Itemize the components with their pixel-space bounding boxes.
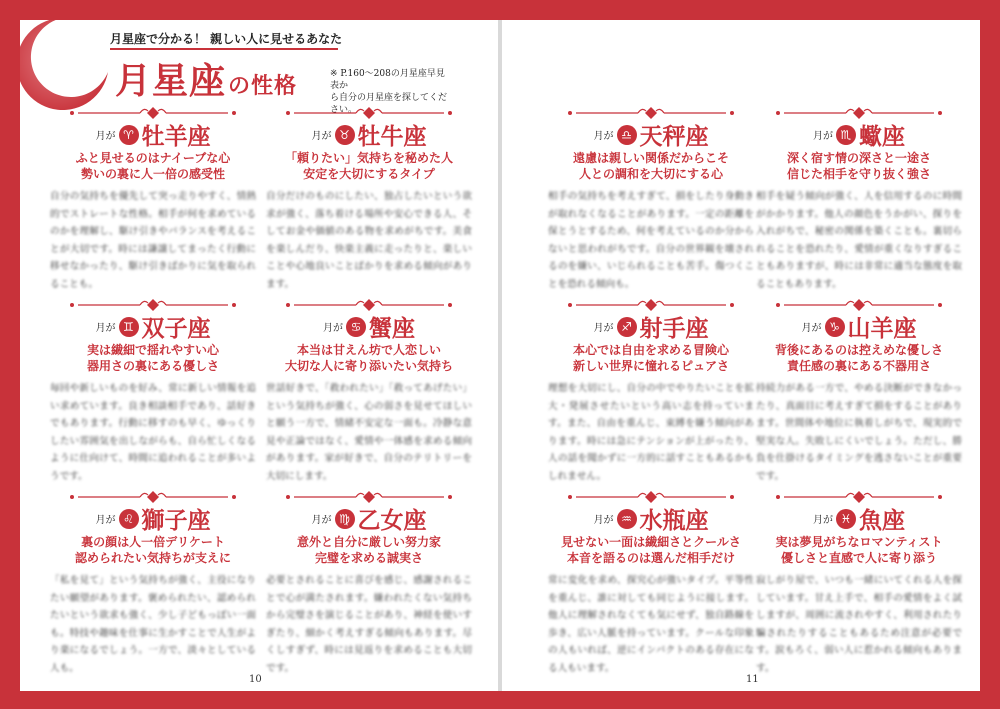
- sign-body-text: 必要とされることに喜びを感じ、感謝されることで心が満たされます。嫌われたくない気持ちから完璧さを演じることがあり、神経を使いすぎたり、細かく考えすぎる傾向もあります。尽くしすぎず、時には見返りを求めることも大切です。: [266, 575, 472, 674]
- sign-heading: [264, 118, 474, 151]
- sign-body-text: 相手の気持ちを考えすぎて、損をしたり身動きが取れなくなることがあります。一定の距離を保とうとするため、何を考えているのか分からないと思われがちです。自分の世界観を壊されるのを嫌い、いじられることも苦手。傷つくことを恐れる傾向も。: [548, 191, 754, 290]
- tagline-line: ふと見せるのはナイーブな心: [75, 151, 231, 165]
- moon-prefix: 月が: [311, 515, 332, 526]
- sign-body-text: 相手を疑う傾向が強く、人を信用するのに時間がかかります。他人の顔色をうかがい、探りを入れがちで、秘密の関係を築くことも。裏切られることを恐れたり、愛情が重くなりすぎることもありますが、時には非常に適当な態度を取ることもあります。: [756, 191, 962, 290]
- tagline-line: 遠慮は親しい関係だからこそ: [572, 151, 729, 165]
- sign-body-text: 自分の気持ちを優先して突っ走りやすく、情熱的でストレートな性格。相手が何を求めているのかを理解し、駆け引きやバランスを考えることが大切です。時には謙譲してまったく行動に移せなかったり、駆け引きばかりに気を取られることも。: [50, 191, 256, 290]
- sign-tagline: [546, 342, 756, 374]
- sign-body-text: 寂しがり屋で、いつも一緒にいてくれる人を探しています。甘え上手で、相手の愛情をよく試しますが、周囲に流されやすく、利用されたり騙されたりすることもあるため注意が必要です。涙もろく、弱い人に惹かれる傾向もあります。: [756, 575, 962, 674]
- sign-heading: [754, 502, 964, 535]
- sign-body-text: 毎回や新しいものを好み、常に新しい情報を追い求めています。良き相談相手であり、話好きでもあります。行動に移すのも早く、ゆっくりしたい雰囲気を出しながらも、自ら忙しくなるように仕向けて、時間に追われることが多いようです。: [50, 383, 256, 482]
- sign-name: 双子座: [141, 315, 211, 342]
- sign-section-sagittarius: [546, 298, 756, 494]
- capricorn-icon: ♑: [825, 317, 845, 337]
- moon-prefix: 月が: [593, 131, 614, 142]
- sign-name: 天秤座: [639, 123, 709, 150]
- sign-name: 射手座: [639, 315, 709, 342]
- sign-tagline: [48, 342, 258, 374]
- virgo-icon: ♍: [335, 509, 355, 529]
- sign-name: 蟹座: [369, 315, 415, 342]
- sign-tagline: [754, 150, 964, 182]
- tagline-line: 完璧を求める誠実さ: [314, 551, 423, 565]
- tagline-line: 責任感の裏にある不器用さ: [786, 359, 931, 373]
- sign-section-capricorn: [754, 298, 964, 494]
- sign-tagline: [264, 150, 474, 182]
- sign-section-leo: [48, 490, 258, 686]
- sign-body-text: 「私を見て」という気持ちが強く、主役になりたい願望があります。褒められたい、認められたいという欲求も強く、少し子どもっぽい一面も。特技や趣味を仕事に生かすことで人生がより楽になるでしょう。一方で、淡々としている人も。: [50, 575, 256, 674]
- pisces-icon: ♓: [836, 509, 856, 529]
- sign-name: 牡牛座: [357, 123, 427, 150]
- page-number: 10: [249, 674, 262, 685]
- sign-tagline: [48, 534, 258, 566]
- left-page: [20, 20, 498, 691]
- sign-tagline: [48, 150, 258, 182]
- moon-prefix: 月が: [593, 323, 614, 334]
- sign-tagline: [264, 342, 474, 374]
- tagline-line: 信じた相手を守り抜く強さ: [786, 167, 931, 181]
- sign-section-scorpio: [754, 106, 964, 302]
- tagline-line: 意外と自分に厳しい努力家: [296, 535, 441, 549]
- sign-section-taurus: [264, 106, 474, 302]
- tagline-line: 優しさと直感で人に寄り添う: [780, 551, 937, 565]
- tagline-line: 認められたい気持ちが支えに: [74, 551, 231, 565]
- sign-heading: [48, 502, 258, 535]
- sign-heading: [754, 310, 964, 343]
- moon-prefix: 月が: [813, 515, 833, 526]
- sign-name: 獅子座: [141, 507, 211, 534]
- sign-name: 山羊座: [847, 315, 917, 342]
- title-suffix: の性格: [228, 73, 298, 99]
- sign-heading: [48, 118, 258, 151]
- moon-prefix: 月が: [813, 131, 833, 142]
- tagline-line: 「頼りたい」気持ちを秘めた人: [284, 151, 453, 165]
- tagline-line: 背後にあるのは控えめな優しさ: [774, 343, 943, 357]
- tagline-line: 見せない一面は繊細さとクールさ: [561, 535, 741, 549]
- sign-tagline: [546, 534, 756, 566]
- sign-tagline: [754, 342, 964, 374]
- sign-name: 水瓶座: [639, 507, 709, 534]
- sign-body-text: 自分だけのものにしたい、独占したいという欲求が強く、落ち着ける場所や安心できる人、そしてお金や価値のある物を求めがちです。美食を楽しんだり、快楽主義に走ったりと、楽しいことや心地良いことばかりを求める傾向があります。: [266, 191, 472, 290]
- tagline-line: 実は繊細で揺れやすい心: [86, 343, 219, 357]
- page-number: 11: [746, 674, 759, 685]
- sign-heading: [546, 310, 756, 343]
- moon-prefix: 月が: [311, 131, 332, 142]
- tagline-line: 安定を大切にするタイプ: [303, 167, 435, 181]
- page-subtitle: 月星座で分かる！ 親しい人に見せるあなた: [110, 32, 343, 46]
- sign-heading: [48, 310, 258, 343]
- title-main: 月星座: [115, 60, 227, 102]
- sign-body-text: 世話好きで、「救われたい」「救ってあげたい」という気持ちが強く、心の弱さを見せてほしいと願う一方で、情緒不安定な一面も。冷静な意見や正論ではなく、愛情や一体感を求める傾向があります。家が好きで、自分のテリトリーを大切にします。: [266, 383, 472, 482]
- leo-icon: ♌: [119, 509, 139, 529]
- moon-prefix: 月が: [593, 515, 614, 526]
- cancer-icon: ♋: [346, 317, 366, 337]
- right-page: [502, 20, 980, 691]
- sign-heading: [754, 118, 964, 151]
- sign-name: 牡羊座: [141, 123, 211, 150]
- gemini-icon: ♊: [119, 317, 139, 337]
- subtitle-underline: [110, 48, 338, 50]
- tagline-line: 本心では自由を求める冒険心: [572, 343, 729, 357]
- tagline-line: 本当は甘えん坊で人恋しい: [296, 343, 441, 357]
- moon-prefix: 月が: [323, 323, 343, 334]
- tagline-line: 勢いの裏に人一倍の感受性: [80, 167, 225, 181]
- sign-section-aquarius: [546, 490, 756, 686]
- sign-name: 蠍座: [859, 123, 905, 150]
- note-line: ら自分の月星座を探してください。: [330, 93, 448, 115]
- sign-name: 魚座: [859, 507, 905, 534]
- scorpio-icon: ♏: [836, 125, 856, 145]
- page-title: [115, 53, 297, 104]
- sign-section-gemini: [48, 298, 258, 494]
- sign-heading: [546, 502, 756, 535]
- sign-section-virgo: [264, 490, 474, 686]
- tagline-line: 人との調和を大切にする心: [578, 167, 723, 181]
- aquarius-icon: ♒: [617, 509, 637, 529]
- tagline-line: 新しい世界に憧れるピュアさ: [572, 359, 729, 373]
- moon-prefix: 月が: [95, 131, 116, 142]
- sign-body-text: 持続力がある一方で、やめる決断ができなかったり、真面目に考えすぎて損をすることがあります。世間体や地位に執着しがちで、現実的で堅実な人。失敗しにくいでしょう。ただし、勝負を仕掛けるタイミングを逃さないことが重要です。: [756, 383, 962, 482]
- tagline-line: 深く宿す情の深さと一途さ: [786, 151, 931, 165]
- sign-section-pisces: [754, 490, 964, 686]
- aries-icon: ♈: [119, 125, 139, 145]
- tagline-line: 大切な人に寄り添いたい気持ち: [284, 359, 453, 373]
- taurus-icon: ♉: [335, 125, 355, 145]
- tagline-line: 器用さの裏にある優しさ: [86, 359, 219, 373]
- sign-heading: [264, 310, 474, 343]
- sign-tagline: [264, 534, 474, 566]
- sign-body-text: 常に変化を求め、探究心が強いタイプ。平等性を重んじ、誰に対しても同じように接します。他人に理解されなくても気にせず、独自路線を歩き、広い人脈を持っています。クールな印象の人もいれば、逆にインパクトのある存在になる人もいます。: [548, 575, 754, 674]
- tagline-line: 裏の顔は人一倍デリケート: [81, 535, 225, 549]
- sign-name: 乙女座: [357, 507, 427, 534]
- moon-prefix: 月が: [95, 515, 116, 526]
- sign-body-text: 理想を大切にし、自分の中でやりたいことを拡大・発展させたいという高い志を持っています。また、自由を重んじ、束縛を嫌う傾向があります。時には急にテンションが上がったり、人の話を聞かずに一方的に話すこともあるかもしれません。: [548, 383, 754, 482]
- tagline-line: 実は夢見がちなロマンティスト: [775, 535, 943, 549]
- sign-tagline: [546, 150, 756, 182]
- sign-section-cancer: [264, 298, 474, 494]
- crescent-moon-icon: [20, 20, 112, 116]
- moon-prefix: 月が: [95, 323, 116, 334]
- sign-tagline: [754, 534, 964, 566]
- sign-section-aries: [48, 106, 258, 302]
- moon-prefix: 月が: [801, 323, 822, 334]
- note-line: ※ P.160〜208の月星座早見表か: [330, 69, 445, 91]
- sign-section-libra: [546, 106, 756, 302]
- sign-heading: [546, 118, 756, 151]
- sign-heading: [264, 502, 474, 535]
- libra-icon: ♎: [617, 125, 637, 145]
- tagline-line: 本音を語るのは選んだ相手だけ: [566, 551, 735, 565]
- sagittarius-icon: ♐: [617, 317, 637, 337]
